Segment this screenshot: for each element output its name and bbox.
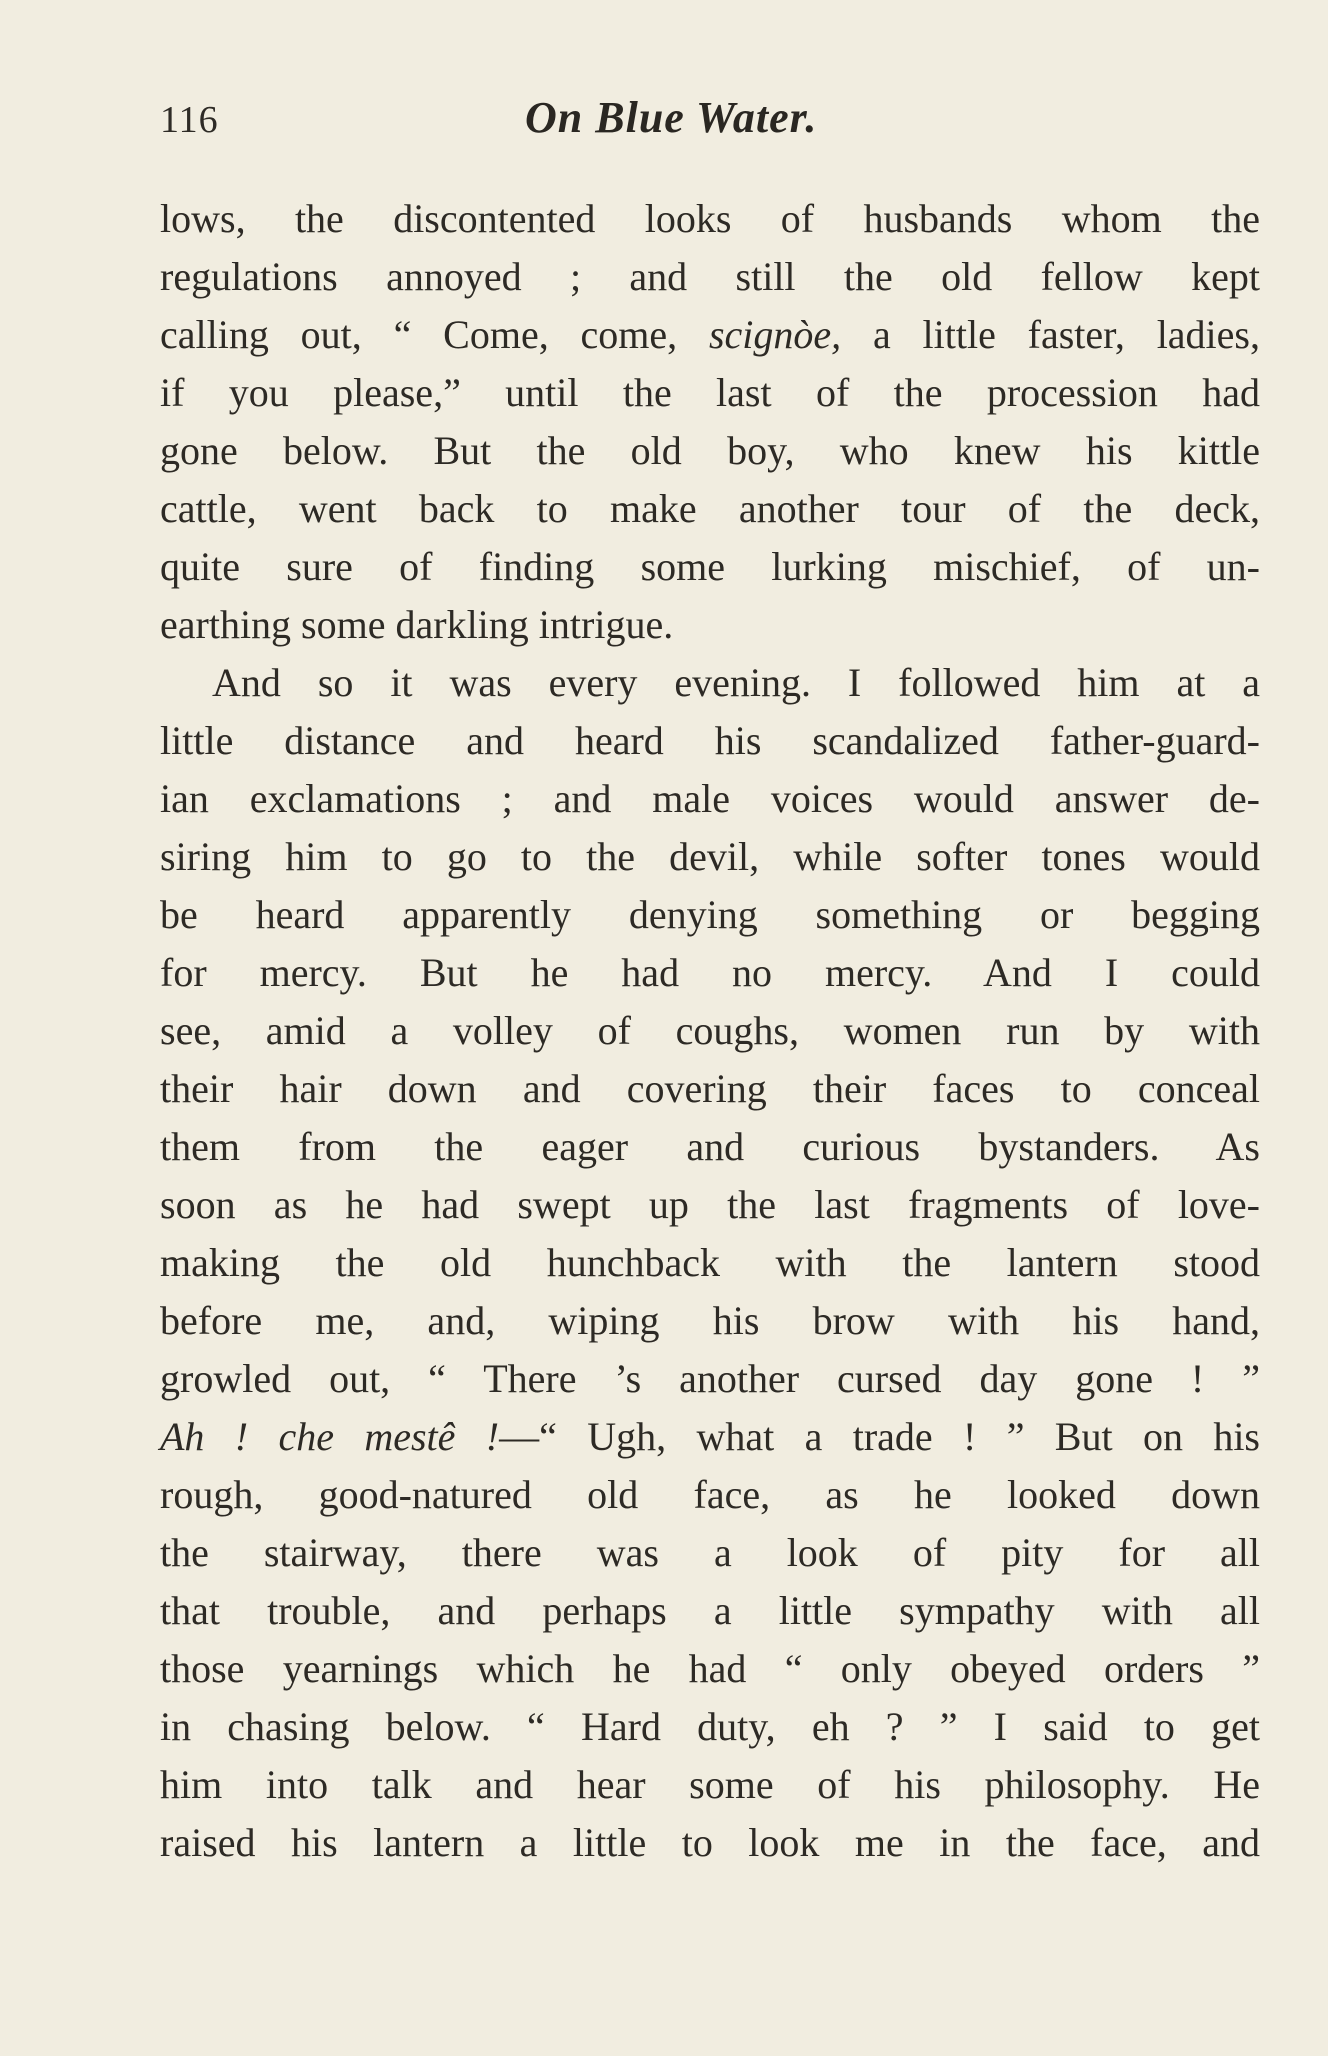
text-line: before me, and, wiping his brow with his hand, [160, 1298, 1260, 1343]
text-line: their hair down and covering their faces to conceal [160, 1066, 1260, 1111]
text-line: lows, the discontented looks of husbands whom the [160, 196, 1260, 241]
text-line: cattle, went back to make another tour of the deck, [160, 486, 1260, 531]
text-line: calling out, “ Come, come, scignòe, a little faster, ladies, [160, 312, 1260, 357]
text-line: regulations annoyed ; and still the old fellow kept [160, 254, 1260, 299]
text-line: the stairway, there was a look of pity for all [160, 1530, 1260, 1575]
paragraph-start-line: And so it was every evening. I followed him at a [212, 660, 1260, 705]
text-line: them from the eager and curious bystanders. As [160, 1124, 1260, 1169]
text-line: him into talk and hear some of his philosophy. He [160, 1762, 1260, 1807]
text-line: if you please,” until the last of the procession had [160, 370, 1260, 415]
text-line: little distance and heard his scandalized father-guard- [160, 718, 1260, 763]
text-line: that trouble, and perhaps a little sympathy with all [160, 1588, 1260, 1633]
text-line: Ah ! che mestê !—“ Ugh, what a trade ! ” But on his [160, 1414, 1261, 1459]
text-line: making the old hunchback with the lantern stood [160, 1240, 1260, 1285]
text-line: those yearnings which he had “ only obeyed orders ” [160, 1646, 1260, 1691]
text-line: in chasing below. “ Hard duty, eh ? ” I said to get [160, 1704, 1260, 1749]
text-line: growled out, “ There ’s another cursed day gone ! ” [160, 1356, 1260, 1401]
text-line: earthing some darkling intrigue. [160, 602, 674, 647]
page-number: 116 [160, 99, 219, 141]
running-head: On Blue Water. [525, 93, 818, 142]
italic-phrase: scignòe, [708, 312, 842, 357]
body-text [160, 190, 1260, 1872]
text-line: raised his lantern a little to look me in the face, and [160, 1820, 1260, 1865]
text-line: soon as he had swept up the last fragments of love- [160, 1182, 1260, 1227]
italic-phrase: Ah ! che mestê ! [160, 1414, 500, 1459]
text-line: ian exclamations ; and male voices would answer de- [160, 776, 1260, 821]
page-header [160, 92, 1260, 152]
text-line: for mercy. But he had no mercy. And I could [160, 950, 1260, 995]
text-line: be heard apparently denying something or begging [160, 892, 1260, 937]
text-line: see, amid a volley of coughs, women run by with [160, 1008, 1260, 1053]
text-line: gone below. But the old boy, who knew his kittle [160, 428, 1260, 473]
text-line: rough, good-natured old face, as he looked down [160, 1472, 1260, 1517]
text-line: quite sure of finding some lurking mischief, of un- [160, 544, 1260, 589]
text-line: siring him to go to the devil, while softer tones would [160, 834, 1260, 879]
